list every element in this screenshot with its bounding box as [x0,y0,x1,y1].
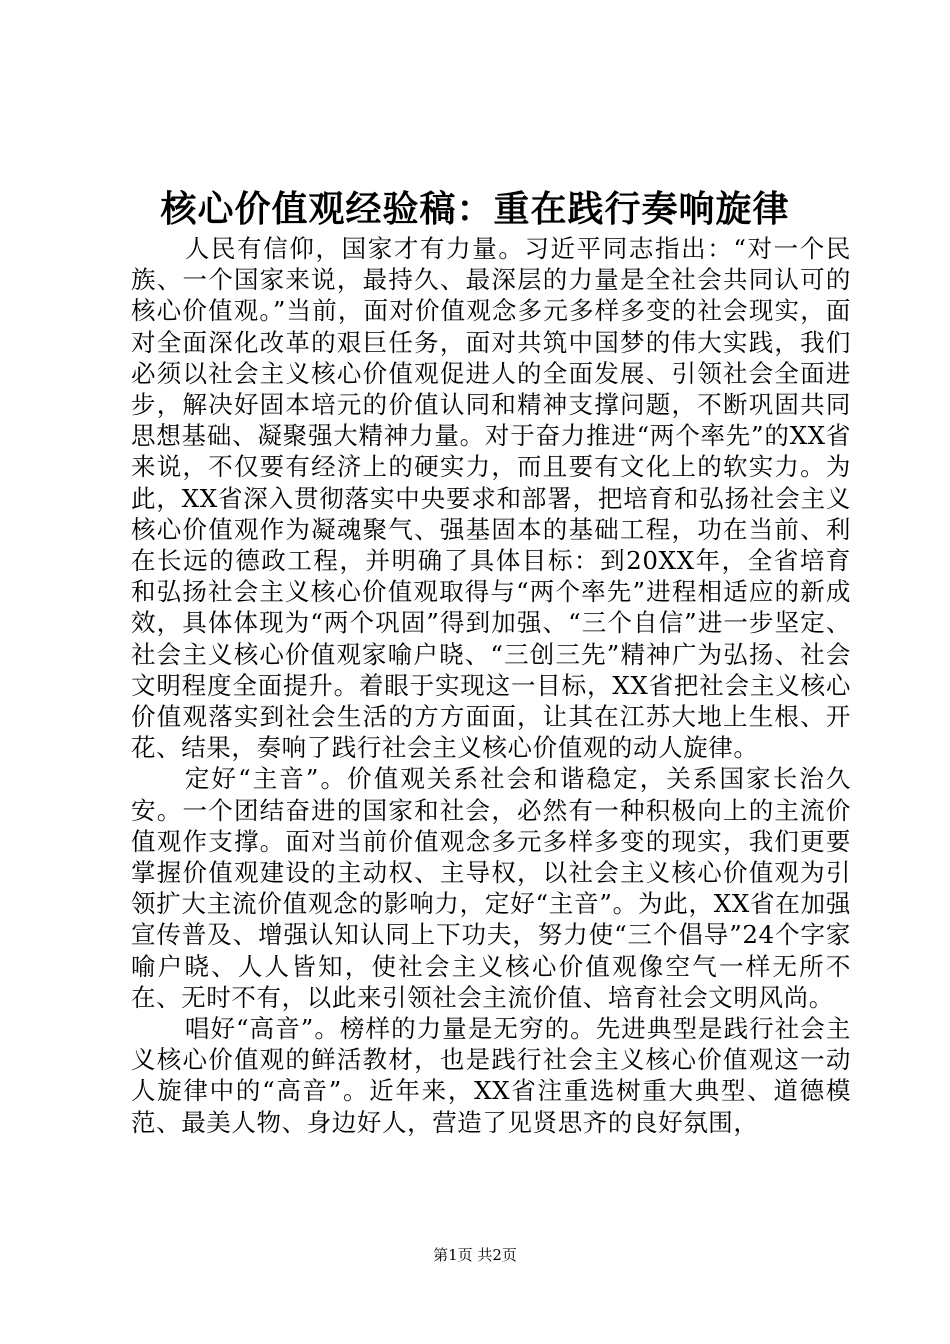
paragraph-intro: 人民有信仰，国家才有力量。习近平同志指出：“对一个民族、一个国家来说，最持久、最深层的力量是全社会共同认可的核心价值观。”当前，面对价值观念多元多样多变的社会现实，面对全面深化改革的艰巨任务，面对共筑中国梦的伟大实践，我们必须以社会主义核心价值观促进人的全面发展、引领社会全面进步，解决好固本培元的价值认同和精神支撑问题，不断巩固共同思想基础、凝聚强大精神力量。对于奋力推进“两个率先”的XX省来说，不仅要有经济上的硬实力，而且要有文化上的软实力。为此，XX省深入贯彻落实中央要求和部署，把培育和弘扬社会主义核心价值观作为凝魂聚气、强基固本的基础工程，功在当前、利在长远的德政工程，并明确了具体目标：到20XX年，全省培育和弘扬社会主义核心价值观取得与“两个率先”进程相适应的新成效，具体体现为“两个巩固”得到加强、“三个自信”进一步坚定、社会主义核心价值观家喻户晓、“三创三先”精神广为弘扬、社会文明程度全面提升。着眼于实现这一目标，XX省把社会主义核心价值观落实到社会生活的方方面面，让其在江苏大地上生根、开花、结果，奏响了践行社会主义核心价值观的动人旋律。 [131,234,852,763]
document-title: 核心价值观经验稿：重在践行奏响旋律 [160,188,790,230]
paragraph-main-note: 定好“主音”。价值观关系社会和谐稳定，关系国家长治久安。一个团结奋进的国家和社会，必然有一种积极向上的主流价值观作支撑。面对当前价值观念多元多样多变的现实，我们更要掌握价值观建设的主动权、主导权，以社会主义核心价值观为引领扩大主流价值观念的影响力，定好“主音”。为此，XX省在加强宣传普及、增强认知认同上下功夫，努力使“三个倡导”24个字家喻户晓、人人皆知，使社会主义核心价值观像空气一样无所不在、无时不有，以此来引领社会主流价值、培育社会文明风尚。 [131,764,851,1012]
paragraph-high-note: 唱好“高音”。榜样的力量是无穷的。先进典型是践行社会主义核心价值观的鲜活教材，也是践行社会主义核心价值观这一动人旋律中的“高音”。近年来，XX省注重选树重大典型、道德模范、最美人物、身边好人，营造了见贤思齐的良好氛围， [131,1014,851,1137]
page-footer: 第1页 共2页 [433,1246,517,1264]
document-body [131,233,851,1138]
